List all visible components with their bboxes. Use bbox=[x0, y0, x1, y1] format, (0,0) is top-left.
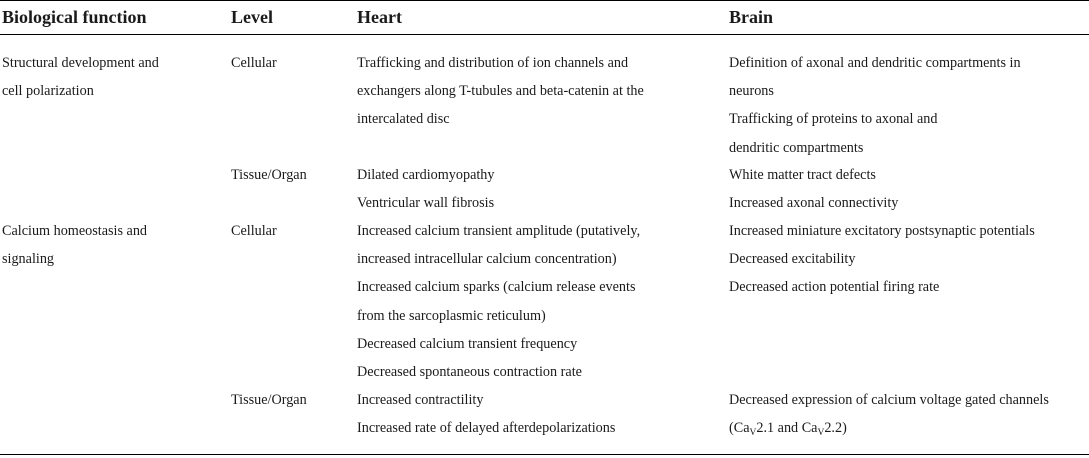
brain-line: Definition of axonal and dendritic compartments in bbox=[729, 55, 1021, 71]
heart-line: Increased calcium sparks (calcium release events bbox=[357, 279, 636, 296]
header-heart: Heart bbox=[357, 7, 402, 27]
brain-line: dendritic compartments bbox=[729, 139, 864, 156]
header-biological-function: Biological function bbox=[2, 7, 147, 27]
heart-line: Increased rate of delayed afterdepolarizations bbox=[357, 420, 616, 437]
brain-line: White matter tract defects bbox=[729, 167, 876, 183]
function-line: Calcium homeostasis and bbox=[2, 223, 148, 239]
function-cell bbox=[2, 217, 147, 273]
level-cell bbox=[231, 49, 277, 77]
heart-line: Decreased calcium transient frequency bbox=[357, 335, 578, 352]
heart-line: exchangers along T-tubules and beta-catenin at the bbox=[357, 83, 644, 100]
brain-line: Decreased excitability bbox=[729, 251, 856, 268]
brain-cell bbox=[729, 49, 1021, 162]
heart-line: Increased contractility bbox=[357, 392, 484, 408]
channels-mid: 2.1 and Ca bbox=[756, 420, 818, 437]
bottom-rule bbox=[0, 454, 1089, 455]
heart-line: increased intracellular calcium concentration) bbox=[357, 251, 617, 268]
channels-open: (Ca bbox=[729, 420, 750, 437]
heart-cell bbox=[357, 217, 640, 386]
top-rule bbox=[0, 0, 1089, 1]
level-text: Tissue/Organ bbox=[231, 392, 307, 408]
subscript-v: V bbox=[817, 428, 825, 439]
brain-cell bbox=[729, 217, 1035, 302]
brain-cell bbox=[729, 161, 898, 217]
header-brain: Brain bbox=[729, 7, 774, 27]
level-cell bbox=[231, 217, 277, 245]
heart-line: Increased calcium transient amplitude (putatively, bbox=[357, 223, 641, 239]
header-level: Level bbox=[231, 7, 273, 27]
heart-cell bbox=[357, 49, 644, 134]
brain-line: Increased axonal connectivity bbox=[729, 195, 899, 212]
brain-line: Decreased action potential firing rate bbox=[729, 279, 940, 296]
level-text: Cellular bbox=[231, 55, 277, 71]
brain-channels-line bbox=[729, 414, 1049, 442]
function-line: signaling bbox=[2, 251, 55, 268]
heart-line: from the sarcoplasmic reticulum) bbox=[357, 307, 546, 324]
brain-line: Decreased expression of calcium voltage gated channels bbox=[729, 392, 1049, 408]
heart-line: intercalated disc bbox=[357, 111, 450, 128]
level-text: Tissue/Organ bbox=[231, 167, 307, 183]
heart-line: Ventricular wall fibrosis bbox=[357, 195, 495, 212]
heart-line: Dilated cardiomyopathy bbox=[357, 167, 495, 183]
function-line: Structural development and bbox=[2, 55, 159, 71]
level-text: Cellular bbox=[231, 223, 277, 239]
function-line: cell polarization bbox=[2, 83, 94, 100]
level-cell bbox=[231, 386, 307, 414]
heart-cell bbox=[357, 386, 615, 442]
level-cell bbox=[231, 161, 307, 189]
channels-close: 2.2) bbox=[824, 420, 847, 437]
brain-line: Increased miniature excitatory postsynaptic potentials bbox=[729, 223, 1035, 239]
heart-line: Decreased spontaneous contraction rate bbox=[357, 363, 582, 380]
heart-cell bbox=[357, 161, 495, 217]
brain-cell bbox=[729, 386, 1049, 442]
brain-line: neurons bbox=[729, 83, 774, 100]
function-cell bbox=[2, 49, 159, 105]
header-rule bbox=[0, 34, 1089, 35]
subscript-v: V bbox=[749, 428, 757, 439]
heart-line: Trafficking and distribution of ion channels and bbox=[357, 55, 629, 71]
brain-line: Trafficking of proteins to axonal and bbox=[729, 111, 938, 128]
